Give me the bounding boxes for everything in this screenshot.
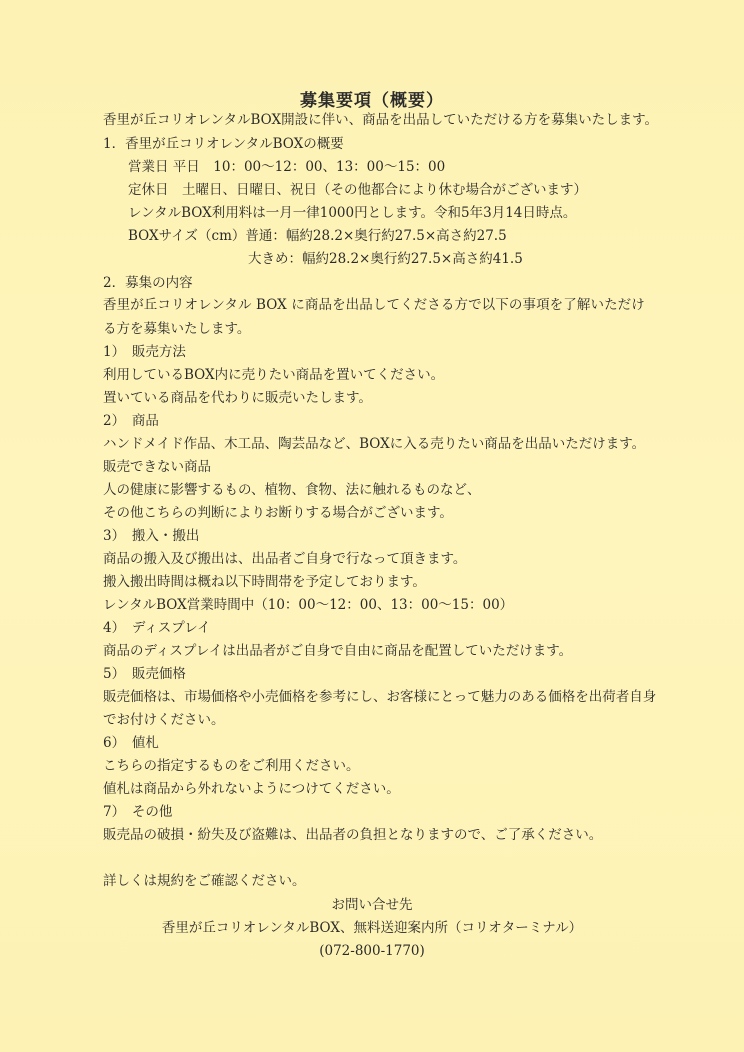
delivery-text-2: 搬入搬出時間は概ね以下時間帯を予定しております。: [103, 574, 426, 590]
box-size-standard: BOXサイズ（cm）普通：幅約28.2×奥行約27.5×高さ約27.5: [128, 228, 507, 244]
rules-note: 詳しくは規約をご確認ください。: [103, 873, 306, 889]
price-text-1: 販売価格は、市場価格や小売価格を参考にし、お客様にとって魅力のある価格を出荷者自身: [103, 689, 657, 705]
contact-name: 香里が丘コリオレンタルBOX、無料送迎案内所（コリオターミナル）: [161, 920, 583, 936]
price-text-2: でお付けください。: [103, 712, 225, 728]
subsection-7-heading: 7） その他: [103, 804, 173, 820]
display-text: 商品のディスプレイは出品者がご自身で自由に商品を配置していただけます。: [103, 643, 573, 659]
subsection-4-heading: 4） ディスプレイ: [103, 620, 211, 636]
subsection-1-heading: 1） 販売方法: [103, 344, 186, 360]
products-text: ハンドメイド作品、木工品、陶芸品など、BOXに入る売りたい商品を出品いただけます。: [103, 436, 646, 452]
prohibited-text-1: 人の健康に影響するもの、植物、食物、法に触れるものなど、: [103, 482, 481, 498]
subsection-6-heading: 6） 値札: [103, 735, 159, 751]
prohibited-text-2: その他こちらの判断によりお断りする場合がございます。: [103, 505, 453, 521]
other-text: 販売品の破損・紛失及び盗難は、出品者の負担となりますので、ご了承ください。: [103, 827, 603, 843]
sales-method-text-1: 利用しているBOX内に売りたい商品を置いてください。: [103, 367, 445, 383]
box-size-large: 大きめ：幅約28.2×奥行約27.5×高さ約41.5: [248, 251, 523, 267]
subsection-2-heading: 2） 商品: [103, 413, 159, 429]
subsection-5-heading: 5） 販売価格: [103, 666, 186, 682]
business-days: 営業日 平日 10：00〜12：00、13：00〜15：00: [128, 159, 446, 175]
contact-phone: (072-800-1770): [319, 943, 425, 959]
delivery-text-1: 商品の搬入及び搬出は、出品者ご自身で行なって頂きます。: [103, 551, 467, 567]
contact-heading: お問い合せ先: [331, 897, 413, 913]
section-1-heading: 1．香里が丘コリオレンタルBOXの概要: [103, 136, 344, 152]
closed-days: 定休日 土曜日、日曜日、祝日（その他都合により休む場合がございます）: [128, 182, 587, 198]
price-tag-text-1: こちらの指定するものをご利用ください。: [103, 758, 360, 774]
delivery-hours: レンタルBOX営業時間中（10：00〜12：00、13：00〜15：00）: [103, 597, 514, 613]
prohibited-heading: 販売できない商品: [103, 459, 211, 475]
subsection-3-heading: 3） 搬入・搬出: [103, 528, 200, 544]
section-2-text-cont: る方を募集いたします。: [103, 321, 251, 337]
section-2-text: 香里が丘コリオレンタル BOX に商品を出品してくださる方で以下の事項を了解いただけ: [103, 297, 645, 313]
rental-fee: レンタルBOX利用料は一月一律1000円とします。令和5年3月14日時点。: [128, 205, 577, 221]
sales-method-text-2: 置いている商品を代わりに販売いたします。: [103, 390, 372, 406]
price-tag-text-2: 値札は商品から外れないようにつけてください。: [103, 781, 400, 797]
intro-text: 香里が丘コリオレンタルBOX開設に伴い、商品を出品していただける方を募集いたします。: [103, 112, 659, 128]
document-title: 募集要項（概要）: [300, 91, 444, 111]
section-2-heading: 2．募集の内容: [103, 275, 193, 291]
